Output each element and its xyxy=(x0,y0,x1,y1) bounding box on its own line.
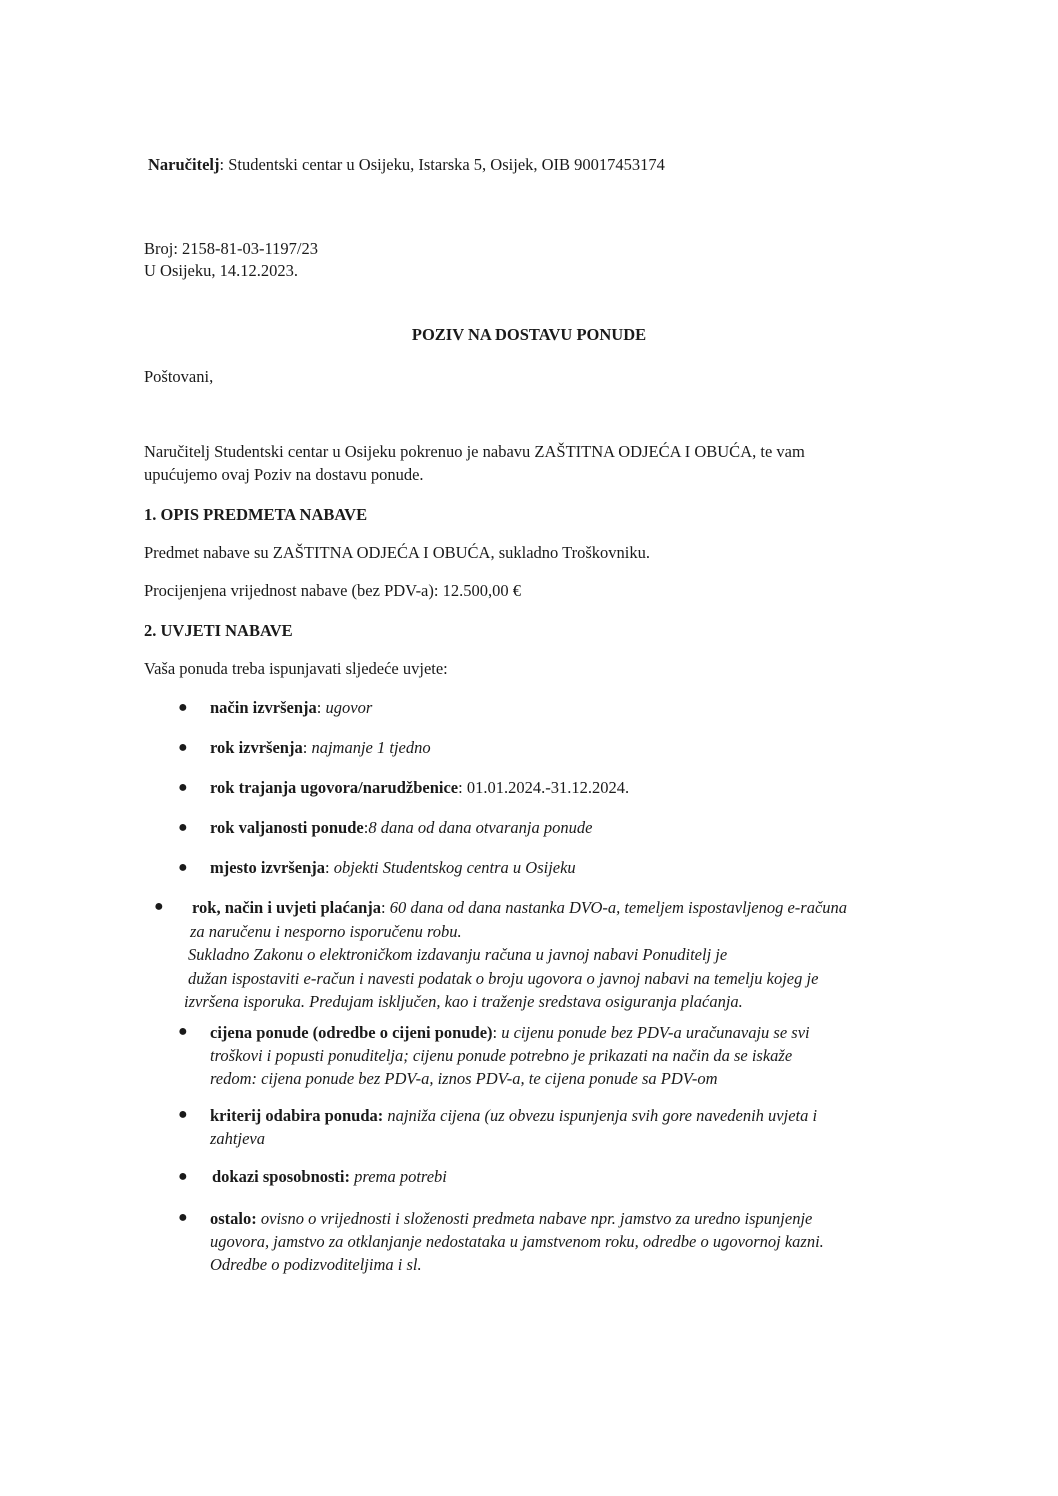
price-line-1: u cijenu ponude bez PDV-a uračunavaju se svi xyxy=(501,1023,810,1042)
condition-value: najmanje 1 tjedno xyxy=(311,738,431,757)
payment-line-3: Sukladno Zakonu o elektroničkom izdavanju računa u javnoj nabavi Ponuditelj je xyxy=(188,945,728,964)
bullet-icon: ● xyxy=(178,779,188,796)
payment-line-1: 60 dana od dana nastanka DVO-a, temeljem ispostavljenog e-računa xyxy=(389,898,848,917)
price-line-3: redom: cijena ponude bez PDV-a, iznos PDV-a, te cijena ponude sa PDV-om xyxy=(210,1069,718,1088)
place-date: U Osijeku, 14.12.2023. xyxy=(144,261,298,280)
other-line-3: Odredbe o podizvoditeljima i sl. xyxy=(210,1255,422,1274)
bullet-icon: ● xyxy=(178,1168,188,1185)
condition-label: mjesto izvršenja xyxy=(210,858,326,877)
intro-line-1: Naručitelj Studentski centar u Osijeku pokrenuo je nabavu ZAŠTITNA ODJEĆA I OBUĆA, te vam xyxy=(144,442,805,461)
evidence-label: dokazi sposobnosti: xyxy=(212,1167,351,1186)
criteria-label: kriterij odabira ponuda: xyxy=(210,1106,384,1125)
estimated-value: Procijenjena vrijednost nabave (bez PDV-a): 12.500,00 € xyxy=(144,581,521,600)
condition-separator: : xyxy=(458,778,467,797)
payment-label: rok, način i uvjeti plaćanja xyxy=(192,898,382,917)
contracting-authority-details: : Studentski centar u Osijeku, Istarska 5, Osijek, OIB 90017453174 xyxy=(219,155,665,174)
conditions-lead: Vaša ponuda treba ispunjavati sljedeće uvjete: xyxy=(144,659,448,678)
criteria-line-2: zahtjeva xyxy=(210,1129,265,1148)
bullet-icon: ● xyxy=(178,699,188,716)
condition-label: način izvršenja xyxy=(210,698,317,717)
condition-value: 8 dana od dana otvaranja ponude xyxy=(368,818,593,837)
condition-label: rok valjanosti ponude xyxy=(210,818,364,837)
bullet-icon: ● xyxy=(178,1023,188,1040)
payment-line-2: za naručenu i nesporno isporučenu robu. xyxy=(190,921,462,941)
bullet-icon: ● xyxy=(154,898,164,915)
condition-value: ugovor xyxy=(325,698,373,717)
condition-separator: : xyxy=(363,818,369,837)
condition-value: 01.01.2024.-31.12.2024. xyxy=(466,778,630,797)
contracting-authority-label: Naručitelj xyxy=(148,155,220,174)
other-label: ostalo: xyxy=(210,1209,257,1228)
condition-value: objekti Studentskog centra u Osijeku xyxy=(333,858,576,877)
payment-separator: : xyxy=(381,898,390,917)
price-separator: : xyxy=(492,1023,502,1042)
condition-separator: : xyxy=(302,738,312,757)
bullet-icon: ● xyxy=(178,739,188,756)
section-2-heading: 2. UVJETI NABAVE xyxy=(144,621,293,640)
section-1-heading: 1. OPIS PREDMETA NABAVE xyxy=(144,505,368,524)
criteria-line-1: najniža cijena (uz obvezu ispunjenja svih gore navedenih uvjeta i xyxy=(383,1106,818,1125)
evidence-value: prema potrebi xyxy=(350,1167,447,1186)
condition-separator: : xyxy=(316,698,326,717)
greeting: Poštovani, xyxy=(144,367,214,386)
condition-label: rok izvršenja xyxy=(210,738,303,757)
bullet-icon: ● xyxy=(178,1209,188,1226)
price-line-2: troškovi i popusti ponuditelja; cijenu ponude potrebno je prikazati na način da se iskaže xyxy=(210,1046,793,1065)
payment-line-5: izvršena isporuka. Predujam isključen, kao i traženje sredstava osiguranja plaćanja. xyxy=(184,992,743,1011)
document-title: POZIV NA DOSTAVU PONUDE xyxy=(411,325,647,344)
reference-number: Broj: 2158-81-03-1197/23 xyxy=(144,239,318,258)
other-line-1: ovisno o vrijednosti i složenosti predmeta nabave npr. jamstvo za uredno ispunjenje xyxy=(256,1209,813,1228)
procurement-subject: Predmet nabave su ZAŠTITNA ODJEĆA I OBUĆA, sukladno Troškovniku. xyxy=(144,543,650,562)
contracting-authority-line xyxy=(148,154,665,176)
condition-label: rok trajanja ugovora/narudžbenice xyxy=(210,778,459,797)
bullet-icon: ● xyxy=(178,859,188,876)
bullet-icon: ● xyxy=(178,1106,188,1123)
condition-separator: : xyxy=(325,858,334,877)
price-label: cijena ponude (odredbe o cijeni ponude) xyxy=(210,1023,493,1042)
payment-line-4: dužan ispostaviti e-račun i navesti podatak o broju ugovora o javnoj nabavi na temelju kojeg je xyxy=(188,968,819,988)
other-line-2: ugovora, jamstvo za otklanjanje nedostataka u jamstvenom roku, odredbe o ugovornoj kazni. xyxy=(210,1232,824,1251)
intro-line-2: upućujemo ovaj Poziv na dostavu ponude. xyxy=(144,465,424,484)
bullet-icon: ● xyxy=(178,819,188,836)
